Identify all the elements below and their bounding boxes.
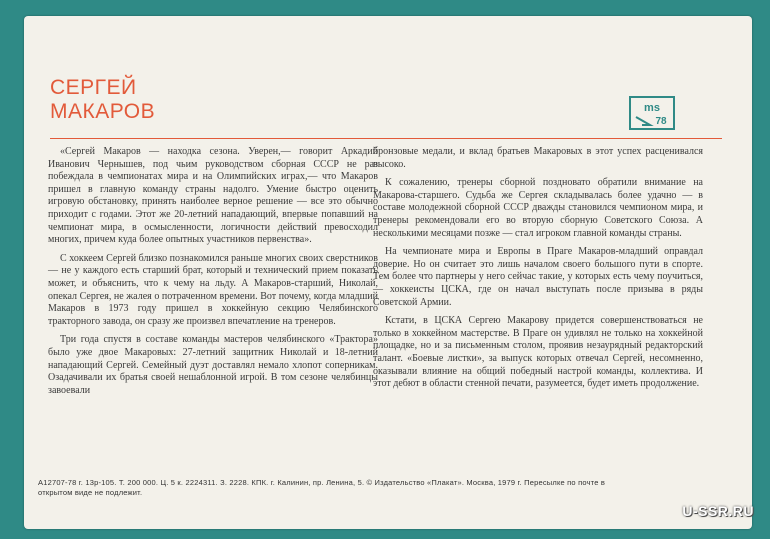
paragraph: Три года спустя в составе команды мастеров челябинского «Трактора» было уже двое Макаровых: 27-летний защитник Николай и 18-летний нападающий Сергей. Семейный дуэт доставлял немало хлопот соперникам. Озадачивали их братья своей нешаблонной игрой. В том сезоне челябинцы завоевали	[48, 334, 378, 396]
paragraph: Кстати, в ЦСКА Сергею Макарову придется совершенствоваться не только в хоккейном мастерстве. В Праге он удивлял не только на хоккейной площадке, но и за письменным столом, проявив незаурядный редакторский талант. «Боевые листки», за выпуск которых отвечал Сергей, несомненно, оказывали влияние на общий победный настрой команды, коллектива. И этот дебют в области стенной печати, разумеется, будет иметь продолжение.	[373, 315, 703, 390]
paragraph: бронзовые медали, и вклад братьев Макаровых в этот успех расценивался высоко.	[373, 146, 703, 170]
page-title	[50, 76, 155, 124]
moscow-1978-logo-icon	[628, 95, 676, 131]
imprint-line: А12707-78 г. 13р-105. Т. 200 000. Ц. 5 к. 2224311. З. 2228. КПК. г. Калинин, пр. Ленина, 5. © Издательство «Плакат». Москва, 1979 г. Пересылке по почте в	[38, 478, 606, 487]
article-left-column	[48, 146, 378, 403]
article-right-column	[373, 146, 703, 397]
svg-text:78: 78	[655, 116, 667, 127]
publisher-imprint	[38, 478, 728, 497]
paragraph: С хоккеем Сергей близко познакомился раньше многих своих сверстников — не у каждого есть старший брат, который и технический прием показать может, и объяснить, что к чему на льду. А Макаров-старший, Николай, опекал Сергея, не жалея о потраченном времени. Вот почему, когда младший Макаров в 1973 году пришел в хоккейную секцию Челябинского тракторного завода, он сразу же произвел впечатление на тренеров.	[48, 252, 378, 327]
paragraph: К сожалению, тренеры сборной поздновато обратили внимание на Макарова-старшего. Судьба же Сергея складывалась более удачно — в составе молодежной сборной СССР дважды становился чемпионом мира, и тренеры рекомендовали его во вторую сборную Советского Союза. А несколькими месяцами позже — стал игроком главной команды страны.	[373, 177, 703, 239]
imprint-line: открытом виде не подлежит.	[38, 487, 143, 497]
paragraph: «Сергей Макаров — находка сезона. Уверен,— говорит Аркадий Иванович Чернышев, под чьим руководством сборная СССР не раз побеждала в чемпионатах мира и на Олимпийских играх,— что Макаров пришел в главную команду страны надолго. Умение быстро оценить игровую обстановку, принять наиболее верное решение — все это обычно приходит с годами. Этот же 20-летний нападающий, впервые попавший на чемпионат мира, в осмысленности, логичности действий превосходил многих, причем куда более опытных участников первенства».	[48, 146, 378, 246]
title-divider	[50, 138, 722, 139]
title-last-name: МАКАРОВ	[50, 100, 156, 123]
site-watermark: U-SSR.RU	[682, 503, 754, 519]
paragraph: На чемпионате мира и Европы в Праге Макаров-младший оправдал доверие. Но он считает это лишь началом своего большого пути в спорте. Тем более что партнеры у него сейчас такие, у которых есть чему поучиться,— хоккеисты ЦСКА, где он начал выступать после призыва в ряды Советской Армии.	[373, 246, 703, 308]
svg-text:ms: ms	[644, 102, 660, 114]
title-first-name: СЕРГЕЙ	[50, 76, 137, 99]
